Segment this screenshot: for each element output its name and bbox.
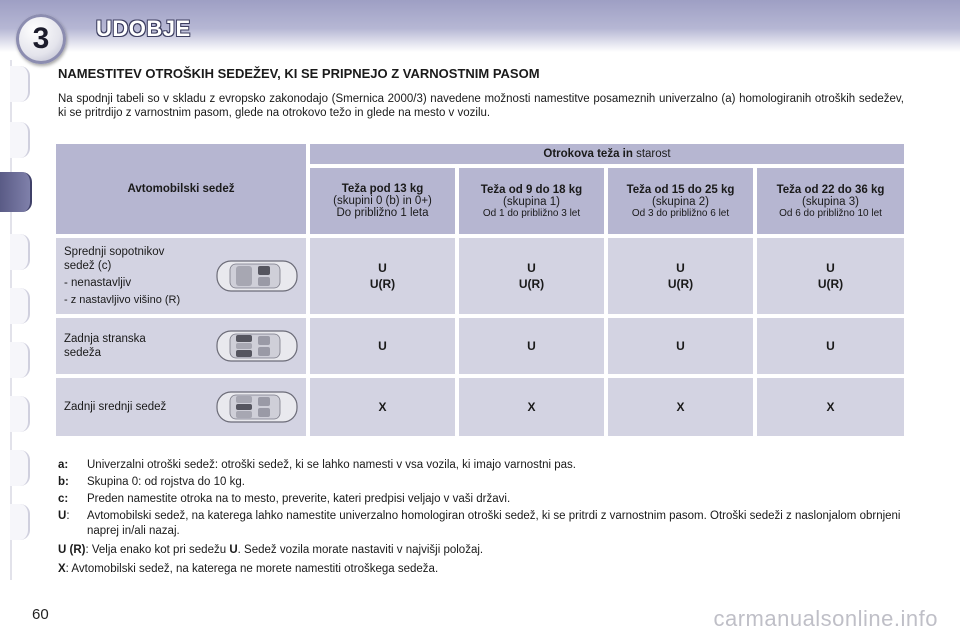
column-header-2 [459, 168, 604, 234]
legend-key: X [58, 563, 66, 575]
cell-rear-side-col4 [757, 318, 904, 374]
column-age: Od 1 do približno 3 let [482, 207, 581, 219]
column-header-4 [757, 168, 904, 234]
side-tab-2[interactable] [10, 122, 30, 158]
cell-front-col3 [608, 238, 753, 314]
cell-value: U(R) [518, 277, 545, 291]
legend-item [58, 492, 908, 507]
seat-column-header [56, 144, 306, 234]
cell-value: X [378, 400, 387, 414]
watermark: carmanualsonline.info [713, 606, 938, 631]
child-seat-table [56, 142, 906, 438]
cell-rear-side-col3 [608, 318, 753, 374]
column-age: Do približno 1 leta [336, 207, 429, 219]
legend-text: Avtomobilski sedež, na katerega lahko namestite univerzalno homologiran otroški sedež, ki se pritrdi z varnostnim pasom. Otroški sedeži z naslonjalom obrnjeni naprej in/ali nazaj. [87, 510, 901, 537]
row-label-line: sedeža [64, 347, 102, 359]
side-tab-9[interactable] [10, 504, 30, 540]
cell-value: U [676, 261, 685, 275]
car-rear-middle-seat-icon [216, 389, 298, 425]
car-rear-side-seats-icon [216, 328, 298, 364]
weight-header [310, 144, 904, 164]
legend-text: : Velja enako kot pri sedežu [85, 544, 227, 556]
cell-value: X [826, 400, 835, 414]
cell-value: U [826, 261, 835, 275]
chapter-number-badge [16, 14, 66, 64]
cell-value: U [826, 339, 835, 353]
row-label-line: Sprednji sopotnikov [64, 246, 165, 258]
legend-key: U [229, 544, 238, 556]
cell-front-col4 [757, 238, 904, 314]
side-tab-5[interactable] [10, 288, 30, 324]
legend-item [58, 509, 908, 539]
intro-paragraph: Na spodnji tabeli so v skladu z evropsko zakonodajo (Smernica 2000/3) navedene možnosti namestitve posameznih univerzalno (a) homologiranih otroških sedežev, ki se pritrdijo z varnostnim pasom, glede na otrokovo težo in glede na mesto v vozilu. [58, 93, 904, 119]
cell-front-col1 [310, 238, 455, 314]
weight-header-rest: starost [636, 148, 671, 160]
legend-item-ur [58, 543, 908, 558]
row-label-line: - nenastavljiv [64, 277, 132, 289]
legend-key [58, 509, 87, 539]
cell-value: U [378, 339, 387, 353]
cell-value: U [527, 339, 536, 353]
side-tab-6[interactable] [10, 342, 30, 378]
side-tab-7[interactable] [10, 396, 30, 432]
legend-key-letter: U [58, 510, 67, 522]
legend-key: U (R) [58, 544, 86, 556]
column-title: Teža od 9 do 18 kg [480, 183, 583, 196]
legend-item [58, 475, 908, 490]
column-title: Teža pod 13 kg [341, 183, 424, 195]
side-tab-4[interactable] [10, 234, 30, 270]
cell-rear-middle-col4 [757, 378, 904, 436]
row-label-text [64, 318, 146, 374]
legend-text: : Avtomobilski sedež, na katerega ne morete namestiti otroškega sedeža. [65, 563, 439, 575]
legend [58, 458, 908, 581]
row-label-text [64, 378, 166, 436]
cell-value: U [527, 261, 536, 275]
legend-text: Skupina 0: od rojstva do 10 kg. [87, 476, 245, 488]
cell-value: U [676, 339, 685, 353]
side-tab-8[interactable] [10, 450, 30, 486]
legend-key: c: [58, 493, 69, 505]
cell-value: X [527, 400, 536, 414]
page-number: 60 [32, 606, 49, 623]
column-group: (skupina 2) [652, 195, 709, 208]
chapter-number: 3 [32, 22, 50, 55]
cell-value: U [378, 261, 387, 275]
column-group: (skupini 0 (b) in 0+) [333, 195, 432, 207]
legend-text: Preden namestite otroka na to mesto, preverite, kateri predpisi veljajo v vaši državi. [87, 493, 511, 505]
row-label-line: Zadnja stranska [64, 333, 146, 345]
seat-header-label: Avtomobilski sedež [127, 183, 235, 195]
column-age: Od 3 do približno 6 let [631, 207, 730, 219]
car-front-seat-icon [216, 258, 298, 294]
legend-item-x [58, 562, 908, 577]
row-label-rear-side [56, 318, 306, 374]
legend-key: a: [58, 459, 69, 471]
row-label-line: Zadnji srednji sedež [64, 401, 167, 413]
column-header-1 [310, 168, 455, 234]
cell-front-col2 [459, 238, 604, 314]
cell-value: U(R) [817, 277, 844, 291]
column-group: (skupina 3) [802, 195, 859, 208]
legend-key-separator: : [66, 510, 70, 522]
cell-rear-middle-col1 [310, 378, 455, 436]
side-tab-active[interactable] [0, 172, 32, 212]
cell-rear-middle-col2 [459, 378, 604, 436]
legend-key: b: [58, 476, 69, 488]
row-label-front-seat [56, 238, 306, 314]
cell-rear-side-col2 [459, 318, 604, 374]
chapter-side-tabs [0, 66, 34, 576]
row-label-rear-middle [56, 378, 306, 436]
chapter-title: UDOBJE [96, 16, 191, 41]
legend-item [58, 458, 908, 473]
column-header-3 [608, 168, 753, 234]
column-title: Teža od 22 do 36 kg [776, 183, 885, 196]
side-tab-1[interactable] [10, 66, 30, 102]
legend-text: Univerzalni otroški sedež: otroški sedež, ki se lahko namesti v vsa vozila, ki imajo varnostni pas. [87, 459, 576, 471]
weight-header-bold: Otrokova teža in [543, 148, 633, 160]
column-group: (skupina 1) [503, 195, 560, 208]
column-age: Od 6 do približno 10 let [779, 207, 882, 219]
row-label-line: sedež (c) [64, 260, 112, 272]
section-heading: NAMESTITEV OTROŠKIH SEDEŽEV, KI SE PRIPNEJO Z VARNOSTNIM PASOM [58, 66, 540, 81]
cell-rear-side-col1 [310, 318, 455, 374]
cell-value: U(R) [369, 277, 396, 291]
row-label-line: - z nastavljivo višino (R) [64, 294, 181, 306]
cell-value: U(R) [667, 277, 694, 291]
cell-rear-middle-col3 [608, 378, 753, 436]
legend-text: . Sedež vozila morate nastaviti v najvišji položaj. [237, 544, 484, 556]
row-label-text [64, 238, 180, 314]
column-title: Teža od 15 do 25 kg [626, 183, 735, 196]
cell-value: X [676, 400, 685, 414]
